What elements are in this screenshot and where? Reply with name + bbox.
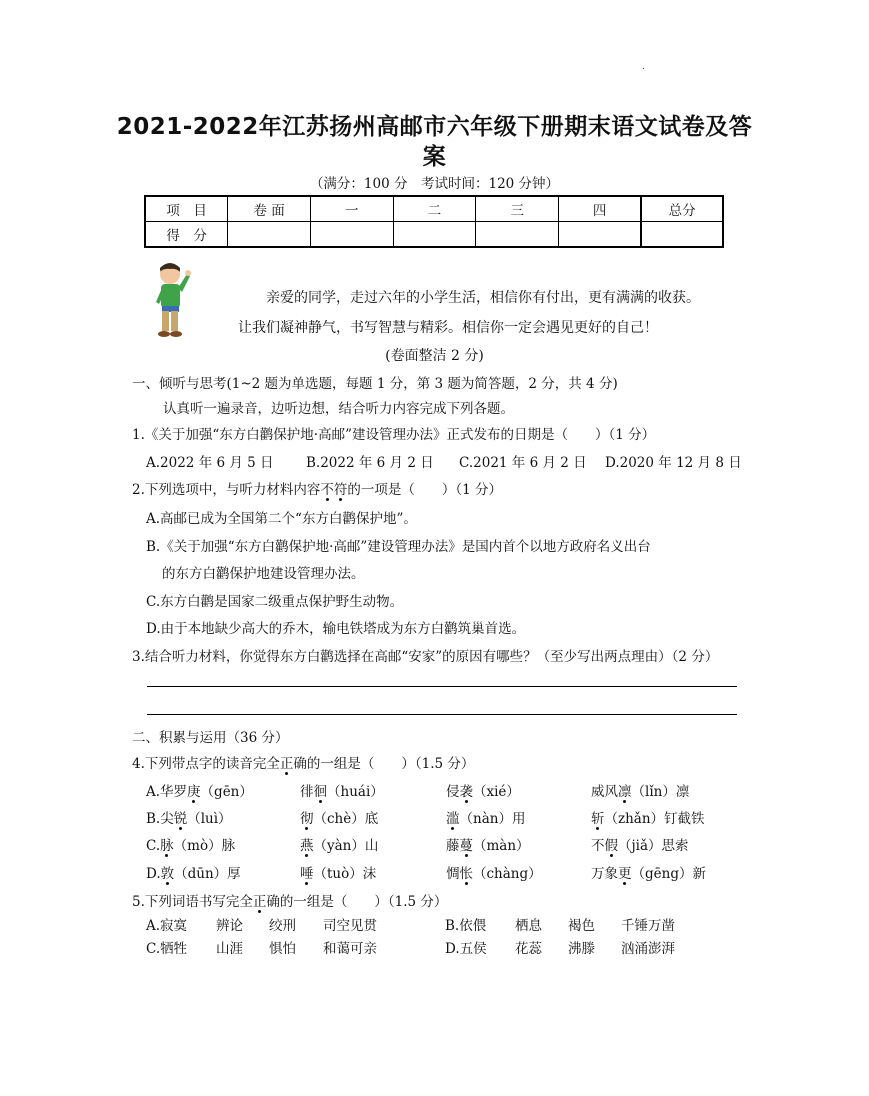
q4-option-d-3	[446, 862, 542, 882]
stem-text: 5.下列词语书写完全	[132, 894, 253, 910]
q4-option-a-3	[446, 780, 520, 800]
table-cell: 二	[393, 196, 476, 222]
header-mark: .	[642, 62, 645, 72]
section2-heading: 二、积累与运用（36 分）	[132, 730, 289, 746]
score-table-header-row	[145, 196, 723, 222]
dotted-char: 假	[605, 834, 619, 854]
q1-option-b[interactable]: B.2022 年 6 月 2 日	[306, 455, 434, 471]
stem-text: 的一项是（ ）（1 分）	[347, 482, 503, 498]
option-text: 不	[591, 838, 605, 854]
dotted-char: 庚	[187, 780, 201, 800]
option-text: B.尖	[146, 811, 174, 827]
score-input-cell[interactable]	[641, 222, 723, 248]
dotted-char: 凛	[618, 780, 632, 800]
q5-option-a-word[interactable]: A.寂寞	[146, 918, 188, 934]
table-cell: 总分	[641, 196, 723, 222]
score-input-cell[interactable]	[559, 222, 642, 248]
q1-option-a[interactable]: A.2022 年 6 月 5 日	[146, 455, 274, 471]
dotted-char: 袭	[460, 780, 474, 800]
dotted-char: 怅	[460, 862, 474, 882]
dotted-char: 脉	[160, 834, 174, 854]
q5-word: 山涯	[216, 941, 243, 957]
q5-word: 沸滕	[568, 941, 595, 957]
dotted-char: 唾	[300, 862, 314, 882]
pinyin-text: （zhǎn）钉截铁	[604, 811, 705, 827]
pinyin-text: （huái）	[327, 784, 384, 800]
neatness-note: (卷面整洁 2 分)	[385, 348, 484, 364]
score-input-cell[interactable]	[228, 222, 311, 248]
q5-word: 绞刑	[269, 918, 296, 934]
q5-word: 千锤万凿	[621, 918, 675, 934]
option-text: D.	[146, 866, 161, 882]
q4-option-a-2	[300, 780, 384, 800]
stem-text: 确的一组是（ ）（1.5 分）	[293, 756, 475, 772]
pinyin-text: （lǐn）凛	[631, 784, 690, 800]
q2-option-a[interactable]: A.高邮已成为全国第二个“东方白鹳保护地”。	[146, 511, 417, 527]
table-cell: 项 目	[145, 196, 228, 222]
q4-option-b-4	[591, 807, 705, 827]
intro-line2: 让我们凝神静气，书写智慧与精彩。相信你一定会遇见更好的自己！	[238, 320, 658, 336]
pinyin-text: （tuò）沫	[313, 866, 377, 882]
dotted-char: 燕	[300, 834, 314, 854]
stem-text: 确的一组是（ ）（1.5 分）	[266, 894, 448, 910]
stem-text: 2.下列选项中，与听力材料内容	[132, 482, 321, 498]
score-table-score-row	[145, 222, 723, 248]
table-cell: 卷 面	[228, 196, 311, 222]
dotted-char: 更	[618, 862, 632, 882]
pinyin-text: （luì）	[187, 811, 232, 827]
option-text: 侵	[446, 784, 460, 800]
question-4-stem	[132, 752, 474, 772]
table-cell: 四	[559, 196, 642, 222]
dotted-char: 锐	[174, 807, 188, 827]
section1-heading: 一、倾听与思考(1~2 题为单选题，每题 1 分，第 3 题为简答题，2 分，共 4 分)	[132, 376, 618, 392]
pinyin-text: （nàn）用	[459, 811, 526, 827]
q5-word: 栖息	[515, 918, 542, 934]
option-text: 万象	[591, 866, 618, 882]
q2-option-b[interactable]: B.《关于加强“东方白鹳保护地·高邮”建设管理办法》是国内首个以地方政府名义出台	[146, 539, 651, 555]
q5-word: 司空见贯	[323, 918, 377, 934]
pinyin-text: （gēng）新	[631, 866, 706, 882]
q4-option-b-2	[300, 807, 378, 827]
q5-word: 辨论	[216, 918, 243, 934]
q1-option-d[interactable]: D.2020 年 12 月 8 日	[605, 455, 742, 471]
dotted-char: 斩	[591, 807, 605, 827]
q2-option-d[interactable]: D.由于本地缺少高大的乔木，输电铁塔成为东方白鹳筑巢首选。	[146, 621, 526, 637]
q4-option-b-3	[446, 807, 525, 827]
pinyin-text: （chàng）	[473, 866, 542, 882]
question-3-stem: 3.结合听力材料，你觉得东方白鹳选择在高邮“安家”的原因有哪些？（至少写出两点理由）（2 分）	[132, 649, 719, 665]
q4-option-c-1[interactable]	[146, 834, 235, 854]
student-illustration	[150, 262, 194, 340]
pinyin-text: （gēn）	[200, 784, 253, 800]
pinyin-text: （xié）	[473, 784, 520, 800]
q4-option-c-4	[591, 834, 689, 854]
dotted-char: 徊	[314, 780, 328, 800]
emphasized-char: 不	[320, 478, 334, 498]
exam-title-line1: 2021-2022年江苏扬州高邮市六年级下册期末语文试卷及答	[116, 114, 753, 140]
table-cell: 一	[310, 196, 393, 222]
pinyin-text: （jiǎ）思索	[618, 838, 689, 854]
q5-word: 惧怕	[269, 941, 296, 957]
question-5-stem	[132, 890, 447, 910]
q5-option-d-word[interactable]: D.五侯	[445, 941, 487, 957]
q4-option-b-1[interactable]	[146, 807, 232, 827]
q4-option-c-2	[300, 834, 378, 854]
table-cell: 得 分	[145, 222, 228, 248]
dotted-char: 蔓	[460, 834, 474, 854]
option-text: 徘	[300, 784, 314, 800]
option-text: A.华罗	[146, 784, 188, 800]
q2-option-c[interactable]: C.东方白鹳是国家二级重点保护野生动物。	[146, 594, 404, 610]
score-input-cell[interactable]	[310, 222, 393, 248]
q4-option-a-4	[591, 780, 689, 800]
answer-line[interactable]	[147, 686, 737, 687]
table-cell: 三	[476, 196, 559, 222]
emphasized-char: 正	[280, 752, 294, 772]
emphasized-char: 正	[253, 890, 267, 910]
pinyin-text: （màn）	[473, 838, 530, 854]
option-text: 惆	[446, 866, 460, 882]
pinyin-text: （dūn）厚	[174, 866, 241, 882]
option-text: 藤	[446, 838, 460, 854]
exam-subtitle: （满分：100 分 考试时间：120 分钟）	[309, 176, 560, 192]
q5-word: 褐色	[568, 918, 595, 934]
score-input-cell[interactable]	[476, 222, 559, 248]
pinyin-text: （mò）脉	[173, 838, 236, 854]
question-2-stem	[132, 478, 502, 498]
score-table	[144, 195, 724, 248]
q2-option-b-continued: 的东方白鹳保护地建设管理办法。	[162, 566, 365, 582]
dotted-char: 敦	[161, 862, 175, 882]
section1-instruction: 认真听一遍录音，边听边想，结合听力内容完成下列各题。	[163, 401, 514, 417]
q4-option-d-1[interactable]	[146, 862, 241, 882]
q4-option-d-2	[300, 862, 376, 882]
question-1-stem: 1.《关于加强“东方白鹳保护地·高邮”建设管理办法》正式发布的日期是（ ）（1 分）	[132, 427, 656, 443]
score-input-cell[interactable]	[393, 222, 476, 248]
q4-option-a-1[interactable]	[146, 780, 253, 800]
option-text: 威风	[591, 784, 618, 800]
stem-text: 4.下列带点字的读音完全	[132, 756, 280, 772]
q5-word: 汹涌澎湃	[621, 941, 675, 957]
dotted-char: 彻	[300, 807, 314, 827]
intro-line1: 亲爱的同学，走过六年的小学生活，相信你有付出，更有满满的收获。	[266, 290, 700, 306]
pinyin-text: （yàn）山	[313, 838, 379, 854]
q1-option-c[interactable]: C.2021 年 6 月 2 日	[459, 455, 587, 471]
exam-title-line2: 案	[422, 144, 447, 170]
q5-option-c-word[interactable]: C.牺牲	[146, 941, 188, 957]
dotted-char: 滥	[446, 807, 460, 827]
option-text: C.	[146, 838, 161, 854]
pinyin-text: （chè）底	[313, 811, 379, 827]
q5-word: 花蕊	[515, 941, 542, 957]
q5-option-b-word[interactable]: B.依偎	[445, 918, 487, 934]
q4-option-d-4	[591, 862, 706, 882]
answer-line[interactable]	[147, 714, 737, 715]
emphasized-char: 符	[334, 478, 348, 498]
q5-word: 和蔼可亲	[323, 941, 377, 957]
q4-option-c-3	[446, 834, 530, 854]
